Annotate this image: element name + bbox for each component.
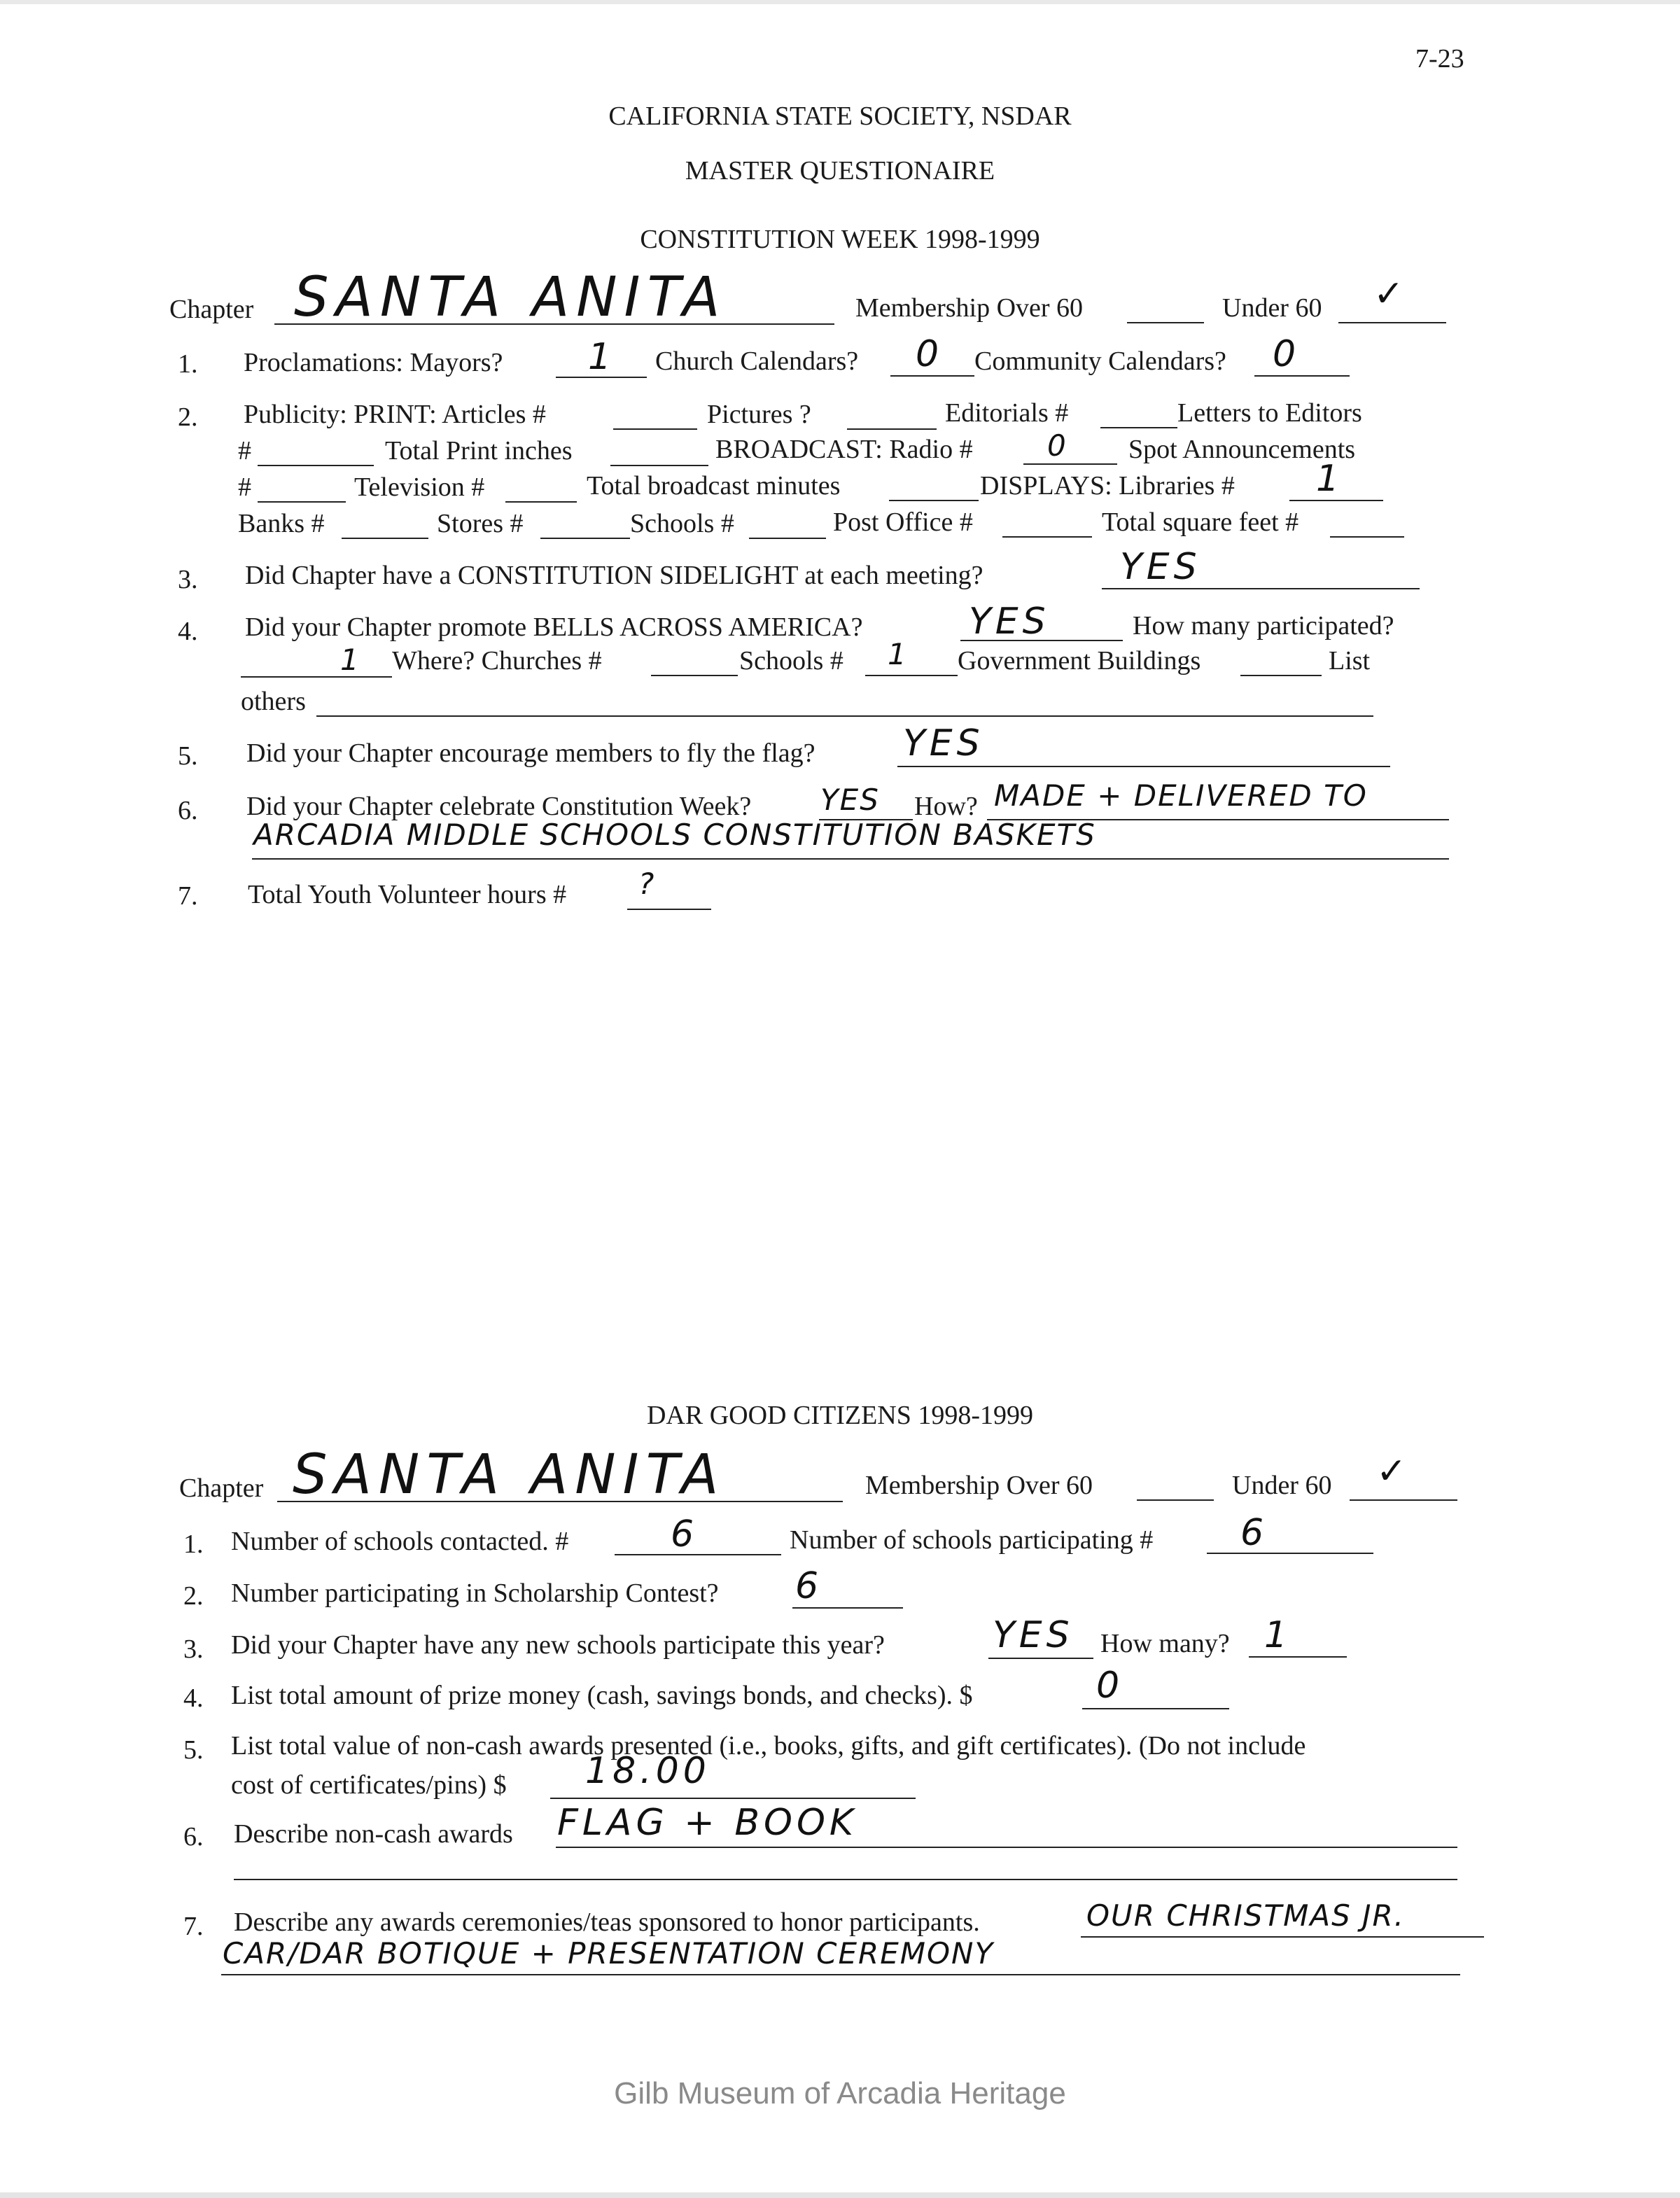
cw-q2-broadcast-minutes-label: Total broadcast minutes <box>587 471 841 500</box>
cw-q1-community-label: Community Calendars? <box>974 346 1226 376</box>
cw-q2-print-inches-label: Total Print inches <box>385 436 573 465</box>
cw-q3-line <box>1102 588 1420 589</box>
gc-under-60-line <box>1350 1499 1457 1501</box>
gc-q1-participating-label: Number of schools participating # <box>790 1525 1154 1555</box>
gc-q5-text: List total value of non-cash awards presented (i.e., books, gifts, and gift certificates). (Do not include <box>231 1731 1306 1760</box>
gc-q3-line <box>988 1658 1093 1659</box>
cw-q3-answer: YES <box>1120 546 1201 588</box>
cw-q5-text: Did your Chapter encourage members to fly the flag? <box>246 738 816 768</box>
cw-q1-text: Proclamations: Mayors? <box>244 348 503 377</box>
cw-q3-number: 3. <box>178 565 198 594</box>
gc-q1-contacted-answer: 6 <box>671 1513 699 1555</box>
gc-q7-answer-line-1: OUR CHRISTMAS JR. <box>1086 1898 1406 1933</box>
gc-q7-line-2 <box>221 1974 1460 1975</box>
cw-q1-church-line <box>890 375 974 377</box>
cw-q2-editorials-label: Editorials # <box>945 398 1069 428</box>
cw-q2-print-inches-line <box>610 465 708 466</box>
gc-q7-number: 7. <box>183 1912 204 1941</box>
gc-q7-text: Describe any awards ceremonies/teas sponsored to honor participants. <box>234 1907 980 1937</box>
cw-q4-how-many-label: How many participated? <box>1133 611 1394 640</box>
under-60-check: ✓ <box>1373 273 1408 315</box>
cw-q2-broadcast-minutes-line <box>889 500 979 501</box>
cw-q5-answer: YES <box>903 722 984 764</box>
cw-q2-radio-label: BROADCAST: Radio # <box>715 435 973 464</box>
under-60-label: Under 60 <box>1222 293 1322 323</box>
gc-q1-participating-answer: 6 <box>1240 1512 1268 1554</box>
gc-q5-text-line-2: cost of certificates/pins) $ <box>231 1770 507 1800</box>
gc-q2-number: 2. <box>183 1581 204 1611</box>
cw-q4-government-label: Government Buildings <box>958 646 1201 676</box>
cw-q2-post-office-label: Post Office # <box>833 507 973 537</box>
cw-q4-others-label: others <box>241 687 306 716</box>
cw-q2-schools-line <box>749 538 826 539</box>
cw-q7-answer: ? <box>638 867 656 901</box>
cw-q5-line <box>897 766 1390 767</box>
cw-q5-number: 5. <box>178 741 198 771</box>
cw-q2-spot-line <box>258 501 346 503</box>
cw-q4-churches-label: Where? Churches # <box>392 646 602 676</box>
cw-q2-pictures-label: Pictures ? <box>707 400 811 429</box>
cw-q2-banks-label: Banks # <box>238 509 325 538</box>
gc-q5-line <box>550 1798 916 1799</box>
cw-q2-square-feet-line <box>1330 536 1404 538</box>
gc-membership-over-line <box>1137 1499 1214 1501</box>
cw-q2-letters-line <box>258 465 374 466</box>
cw-q2-libraries-label: DISPLAYS: Libraries # <box>980 471 1235 500</box>
cw-q4-schools-line <box>865 675 958 676</box>
cw-q4-text: Did your Chapter promote BELLS ACROSS AMERICA? <box>245 612 863 642</box>
gc-q4-answer: 0 <box>1096 1665 1124 1707</box>
cw-q2-stores-line <box>540 538 630 539</box>
gc-q2-line <box>792 1607 903 1609</box>
cw-q2-hash-1: # <box>238 436 251 465</box>
cw-q2-hash-2: # <box>238 472 251 502</box>
cw-q3-text: Did Chapter have a CONSTITUTION SIDELIGHT at each meeting? <box>245 561 983 590</box>
cw-q2-television-label: Television # <box>354 472 485 502</box>
cw-q2-articles-line <box>613 428 697 430</box>
cw-q1-mayors-answer: 1 <box>588 336 616 378</box>
cw-q2-editorials-line <box>1100 427 1177 428</box>
gc-q3-answer: YES <box>993 1614 1074 1656</box>
gc-q3-how-many-answer: 1 <box>1264 1614 1292 1656</box>
gc-q4-line <box>1082 1708 1229 1709</box>
gc-q6-text: Describe non-cash awards <box>234 1819 513 1849</box>
cw-q6-how-answer-line-1: MADE + DELIVERED TO <box>994 778 1368 813</box>
cw-q2-articles-label: Publicity: PRINT: Articles # <box>244 400 546 429</box>
gc-q1-text: Number of schools contacted. # <box>231 1527 569 1556</box>
gc-q7-answer-line-2: CAR/DAR BOTIQUE + PRESENTATION CEREMONY <box>223 1936 995 1970</box>
cw-q2-schools-label: Schools # <box>630 509 734 538</box>
under-60-line <box>1338 322 1446 323</box>
cw-q1-number: 1. <box>178 349 198 379</box>
gc-q1-participating-line <box>1207 1553 1373 1554</box>
page-number: 7-23 <box>1415 44 1464 74</box>
gc-under-60-label: Under 60 <box>1232 1471 1332 1500</box>
membership-over-line <box>1127 322 1204 323</box>
gc-q2-text: Number participating in Scholarship Contest? <box>231 1578 719 1608</box>
gc-q5-answer: 18.00 <box>585 1750 710 1792</box>
gc-q3-how-many-line <box>1249 1656 1347 1658</box>
cw-q4-number: 4. <box>178 617 198 646</box>
gc-q1-number: 1. <box>183 1530 204 1559</box>
cw-q2-spot-label: Spot Announcements <box>1128 435 1356 464</box>
cw-q6-number: 6. <box>178 796 198 825</box>
cw-q7-line <box>627 909 711 910</box>
scan-edge-bottom <box>0 2192 1680 2198</box>
cw-q4-schools-label: Schools # <box>739 646 844 676</box>
cw-q1-church-label: Church Calendars? <box>655 346 859 376</box>
cw-q6-how-label: How? <box>914 792 978 821</box>
gc-q7-line <box>1081 1936 1484 1938</box>
cw-q2-libraries-answer: 1 <box>1316 458 1344 500</box>
gc-q5-number: 5. <box>183 1735 204 1765</box>
cw-q4-others-line <box>316 715 1373 717</box>
gc-q6-answer: FLAG + BOOK <box>557 1802 858 1844</box>
gc-q2-answer: 6 <box>795 1565 823 1607</box>
gc-chapter-value: SANTA ANITA <box>293 1443 726 1506</box>
section-title-constitution-week: CONSTITUTION WEEK 1998-1999 <box>640 225 1040 254</box>
cw-q2-radio-line <box>1023 463 1117 465</box>
cw-q2-post-office-line <box>1002 536 1092 538</box>
gc-q3-how-many-label: How many? <box>1100 1629 1230 1658</box>
gc-q3-text: Did your Chapter have any new schools participate this year? <box>231 1630 885 1660</box>
cw-q2-radio-answer: 0 <box>1047 428 1068 463</box>
gc-membership-over-60-label: Membership Over 60 <box>865 1471 1093 1500</box>
cw-q1-community-answer: 0 <box>1273 333 1301 375</box>
membership-over-60-label: Membership Over 60 <box>855 293 1084 323</box>
cw-q4-churches-line <box>651 675 738 676</box>
scan-edge-top <box>0 0 1680 4</box>
cw-q2-banks-line <box>342 538 428 539</box>
cw-q2-pictures-line <box>847 428 937 430</box>
cw-q6-how-answer-line-2: ARCADIA MIDDLE SCHOOLS CONSTITUTION BASKETS <box>253 818 1096 852</box>
gc-q4-number: 4. <box>183 1684 204 1713</box>
museum-watermark: Gilb Museum of Arcadia Heritage <box>614 2076 1066 2110</box>
chapter-label: Chapter <box>169 295 254 324</box>
society-title: CALIFORNIA STATE SOCIETY, NSDAR <box>608 102 1072 131</box>
cw-q4-schools-answer: 1 <box>888 637 908 671</box>
cw-q4-list-label: List <box>1329 646 1371 676</box>
gc-q6-line <box>556 1847 1457 1848</box>
cw-q4-count-answer: 1 <box>340 643 360 677</box>
cw-q4-answer: YES <box>969 601 1050 643</box>
cw-q2-letters-label: Letters to Editors <box>1177 398 1362 428</box>
cw-q4-government-line <box>1240 675 1322 676</box>
gc-under-60-check: ✓ <box>1376 1450 1411 1492</box>
gc-q6-number: 6. <box>183 1822 204 1851</box>
cw-q2-libraries-line <box>1289 500 1383 501</box>
cw-q6-answer: YES <box>820 783 880 817</box>
section-title-good-citizens: DAR GOOD CITIZENS 1998-1999 <box>646 1401 1034 1430</box>
cw-q4-count-line <box>241 676 392 678</box>
cw-q2-television-line <box>505 501 577 503</box>
cw-q2-square-feet-label: Total square feet # <box>1102 507 1299 537</box>
form-title: MASTER QUESTIONAIRE <box>685 156 995 186</box>
gc-q4-text: List total amount of prize money (cash, savings bonds, and checks). $ <box>231 1681 973 1710</box>
cw-q2-number: 2. <box>178 402 198 432</box>
cw-q7-text: Total Youth Volunteer hours # <box>248 880 567 909</box>
gc-q3-number: 3. <box>183 1634 204 1664</box>
cw-q6-how-line-2 <box>252 858 1449 860</box>
cw-q1-church-answer: 0 <box>916 333 944 375</box>
gc-chapter-label: Chapter <box>179 1474 264 1503</box>
cw-q6-text: Did your Chapter celebrate Constitution Week? <box>246 792 752 821</box>
chapter-value: SANTA ANITA <box>294 266 727 329</box>
cw-q1-community-line <box>1254 375 1350 377</box>
cw-q7-number: 7. <box>178 881 198 911</box>
gc-q6-line-2 <box>234 1879 1457 1880</box>
cw-q2-stores-label: Stores # <box>437 509 524 538</box>
